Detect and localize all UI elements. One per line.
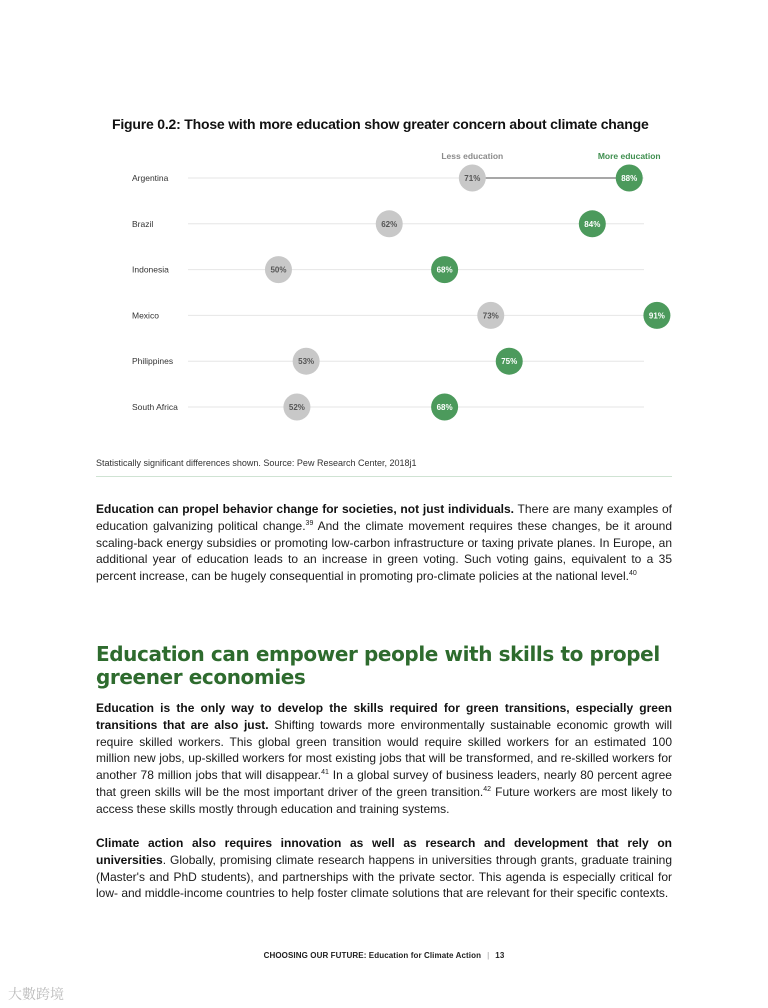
paragraph-behavior-change — [96, 501, 672, 585]
paragraph-lead: Climate action also requires innovation as well as research and development that rely on universities — [96, 836, 672, 867]
data-label-less: 71% — [464, 174, 481, 183]
data-label-more: 84% — [584, 219, 601, 229]
page-number: 13 — [495, 951, 505, 960]
data-label-less: 50% — [270, 265, 287, 275]
page-footer — [0, 951, 768, 960]
data-label-more: 75% — [501, 357, 518, 367]
legend-less-education: Less education — [441, 151, 504, 161]
category-label: South Africa — [132, 402, 178, 412]
category-label: Philippines — [132, 356, 174, 367]
watermark-logo: 大數跨境 — [8, 987, 64, 1003]
footnote-ref: 40 — [628, 570, 637, 578]
legend-more-education: More education — [597, 151, 661, 161]
figure-title: Figure 0.2: Those with more education show greater concern about climate change — [112, 116, 649, 132]
data-label-more: 68% — [436, 265, 453, 275]
paragraph-universities — [96, 835, 672, 902]
figure-source-note: Statistically significant differences shown. Source: Pew Research Center, 2018j1 — [96, 458, 417, 468]
data-label-more: 88% — [621, 174, 638, 183]
data-label-less: 53% — [298, 357, 315, 367]
footnote-ref: 42 — [483, 785, 492, 793]
data-label-more: 91% — [648, 311, 665, 321]
paragraph-lead: Education is the only way to develop the skills required for green transitions, especially green transitions that are also just. — [96, 701, 672, 732]
category-label: Indonesia — [132, 264, 169, 275]
dumbbell-chart — [0, 140, 768, 440]
paragraph-text: . Globally, promising climate research happens in universities through grants, graduate training (Master's and PhD students), and partnerships with the private sector. This agenda is especially critical for low- and middle-income countries to help foster climate solutions that are relevant for their specific contexts. — [96, 852, 672, 901]
category-label: Argentina — [132, 173, 169, 183]
footnote-ref: 39 — [305, 519, 314, 527]
data-label-less: 73% — [482, 311, 499, 321]
paragraph-text: There are many examples of education galvanizing political change. — [96, 502, 673, 533]
data-label-more: 68% — [436, 403, 453, 412]
divider-rule — [96, 476, 672, 477]
section-heading: Education can empower people with skills to propel greener economies — [96, 642, 660, 689]
paragraph-lead: Education can propel behavior change for societies, not just individuals. — [96, 502, 514, 516]
data-label-less: 62% — [381, 219, 398, 229]
data-label-less: 52% — [288, 403, 305, 412]
footnote-ref: 41 — [321, 769, 329, 777]
paragraph-text: In a global survey of business leaders, nearly 80 percent agree that green skills will be the most important driver of the green transition. — [96, 768, 672, 799]
footer-title: CHOOSING OUR FUTURE: Education for Climate Action — [263, 951, 482, 960]
footer-separator: | — [487, 951, 490, 960]
paragraph-text: Shifting towards more environmentally sustainable economic growth will require skilled workers. This global green transition would require skilled workers for an estimated 100 million new jobs, up-skilled workers for most existing jobs that will be transformed, and re-skilled workers for another 78 million jobs that will disappear. — [96, 717, 673, 783]
paragraph-green-skills — [96, 700, 672, 818]
paragraph-text: Future workers are most likely to access these skills mostly through education and training systems. — [96, 784, 673, 816]
paragraph-text: And the climate movement requires these changes, be it around scaling-back energy subsidies or promoting low-carbon infrastructure or taxing private planes. In Europe, an additional year of education leads to an increase in green voting. Such voting gains, equivalent to a 35 percent increase, can be hugely consequential in promoting pro-climate policies at the national level. — [96, 518, 672, 584]
category-label: Brazil — [132, 218, 154, 229]
category-label: Mexico — [132, 310, 159, 321]
